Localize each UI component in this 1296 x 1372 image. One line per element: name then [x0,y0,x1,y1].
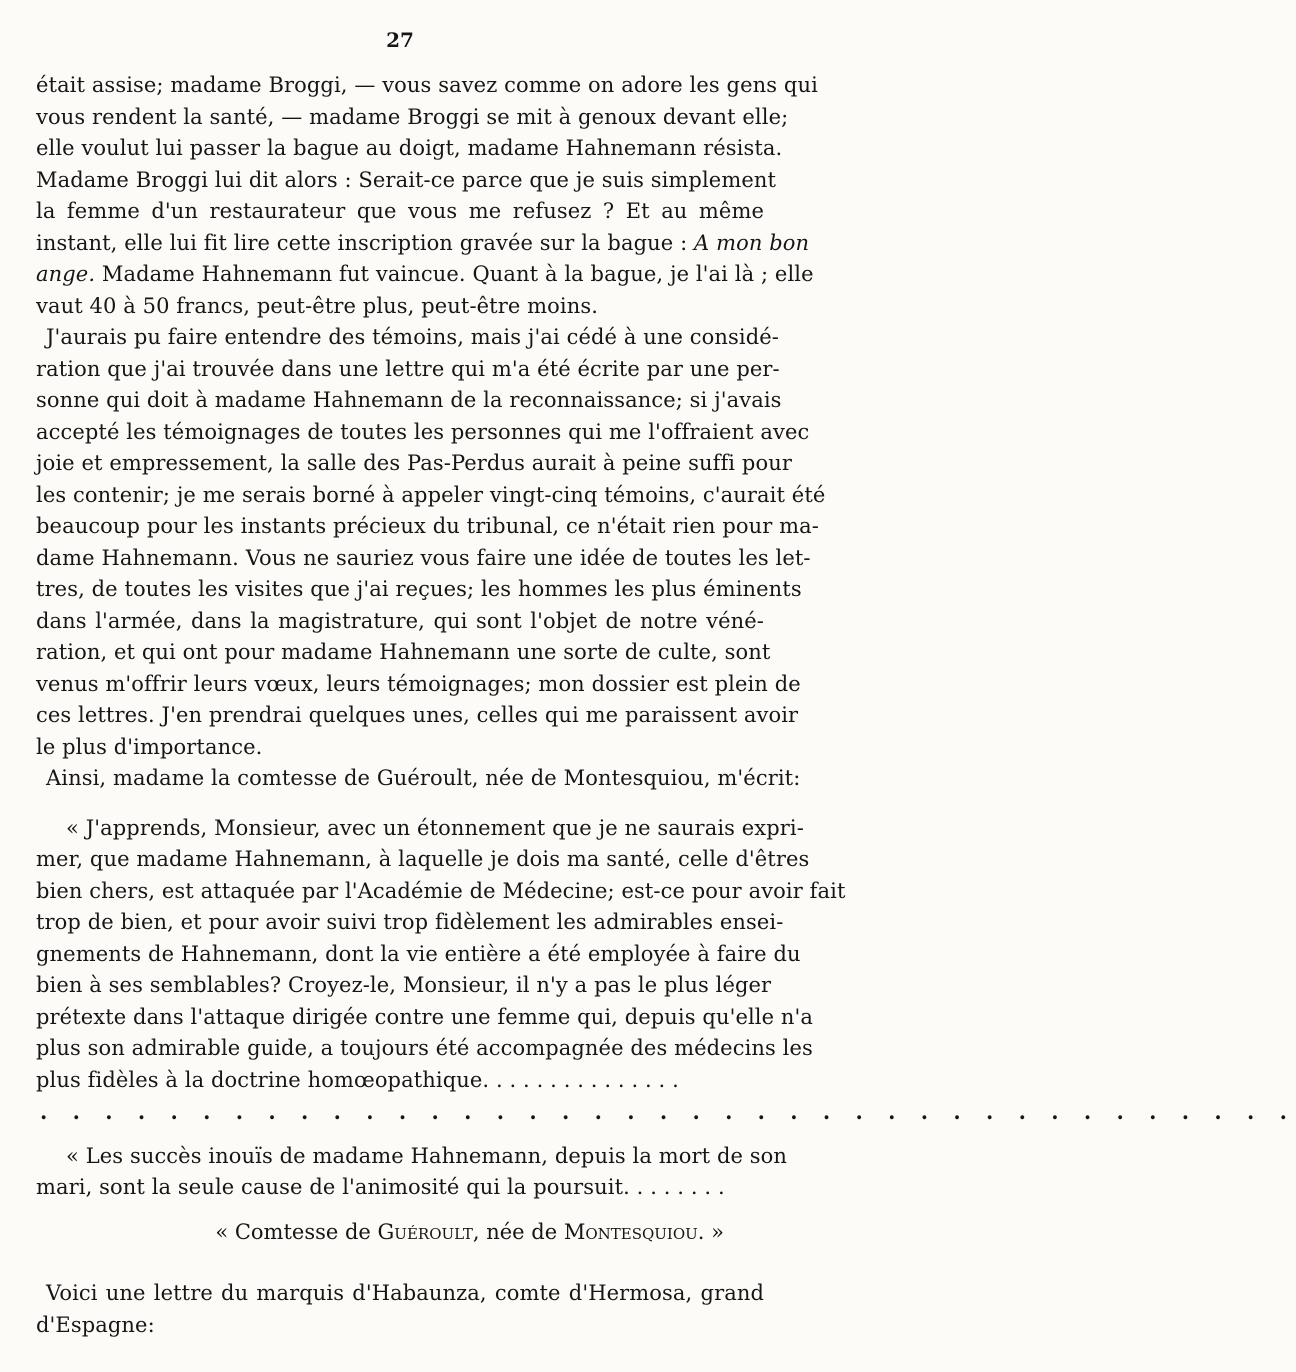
ellipsis-row: . . . . . . . . . . . . . . . . . . . . . . . . . . . . . . . . . . . . . . . [40,1099,1296,1124]
text-line: dans l'armée, dans la magistrature, qui sont l'objet de notre véné- [36,608,764,633]
text-line: Ainsi, madame la comtesse de Guéroult, née de Montesquiou, m'écrit: [46,766,801,790]
text-line: les contenir; je me serais borné à appeler vingt-cinq témoins, c'aurait été [36,482,826,507]
text-line: J'aurais pu faire entendre des témoins, mais j'ai cédé à une considé- [46,325,779,349]
text-line: sonne qui doit à madame Hahnemann de la reconnaissance; si j'avais [36,388,782,412]
text-line: joie et empressement, la salle des Pas-Perdus aurait à peine suffi pour [36,451,792,475]
signature-middle: , née de [472,1219,564,1244]
text-fragment: Madame Hahnemann fut vaincue. Quant à la bague, je l'ai là ; elle [95,262,814,286]
text-line: était assise; madame Broggi, — vous savez comme on adore les gens qui [36,73,818,97]
quote-line: plus fidèles à la doctrine homœopathique. . . . . . . . . . . . . . . [36,1067,679,1092]
text-fragment: instant, elle lui fit lire cette inscription gravée sur la bague : [36,230,695,255]
text-line: ces lettres. J'en prendrai quelques unes, celles qui me paraissent avoir [36,703,799,727]
quote-line: gnements de Hahnemann, dont la vie entière a été employée à faire du [36,941,801,966]
quote-line: « J'apprends, Monsieur, avec un étonnement que je ne saurais expri- [66,815,804,840]
text-line: ration, et qui ont pour madame Hahnemann une sorte de culte, sont [36,640,771,664]
quote-line: mer, que madame Hahnemann, à laquelle je dois ma santé, celle d'êtres [36,847,810,871]
text-line: Madame Broggi lui dit alors : Serait-ce parce que je suis simplement [36,167,777,192]
text-line: le plus d'importance. [36,734,263,759]
inscription-text: ange. [36,262,96,286]
text-line: ration que j'ai trouvée dans une lettre qui m'a été écrite par une per- [36,356,780,381]
text-line: tres, de toutes les visites que j'ai reçues; les hommes les plus éminents [36,577,802,601]
text-line: vous rendent la santé, — madame Broggi se mit à genoux devant elle; [36,104,789,129]
signature [36,1217,764,1249]
quote-line: « Les succès inouïs de madame Hahnemann, depuis la mort de son [66,1143,788,1168]
quote-line: mari, sont la seule cause de l'animosité qui la poursuit. . . . . . . . [36,1175,725,1199]
text-line: elle voulut lui passer la bague au doigt, madame Hahnemann résista. [36,136,783,160]
signature-suffix: . » [697,1219,724,1244]
signature-name: Guéroult [377,1219,473,1244]
quote-line: plus son admirable guide, a toujours été accompagnée des médecins les [36,1036,813,1060]
text-line: d'Espagne: [36,1312,155,1337]
text-line [36,228,810,260]
text-line: vaut 40 à 50 francs, peut-être plus, peut-être moins. [36,293,598,318]
inscription-text: A mon bon [694,230,810,255]
text-line: dame Hahnemann. Vous ne sauriez vous faire une idée de toutes les let- [36,545,811,570]
text-line: accepté les témoignages de toutes les personnes qui me l'offraient avec [36,419,810,444]
text-line: venus m'offrir leurs vœux, leurs témoignages; mon dossier est plein de [36,671,801,696]
text-line: la femme d'un restaurateur que vous me refusez ? Et au même [36,199,764,223]
text-line: Voici une lettre du marquis d'Habaunza, comte d'Hermosa, grand [46,1281,764,1305]
quote-line: bien à ses semblables? Croyez-le, Monsieur, il n'y a pas le plus léger [36,973,772,997]
page-number: 27 [386,28,414,52]
body-text [36,70,1296,1341]
quote-line: bien chers, est attaquée par l'Académie de Médecine; est-ce pour avoir fait [36,878,846,903]
quote-line: prétexte dans l'attaque dirigée contre une femme qui, depuis qu'elle n'a [36,1004,814,1029]
text-line [36,259,814,291]
signature-prefix: « Comtesse de [215,1219,378,1244]
text-line: beaucoup pour les instants précieux du tribunal, ce n'était rien pour ma- [36,514,819,538]
signature-maiden-name: Montesquiou [563,1219,698,1244]
quote-line: trop de bien, et pour avoir suivi trop fidèlement les admirables ensei- [36,910,784,934]
